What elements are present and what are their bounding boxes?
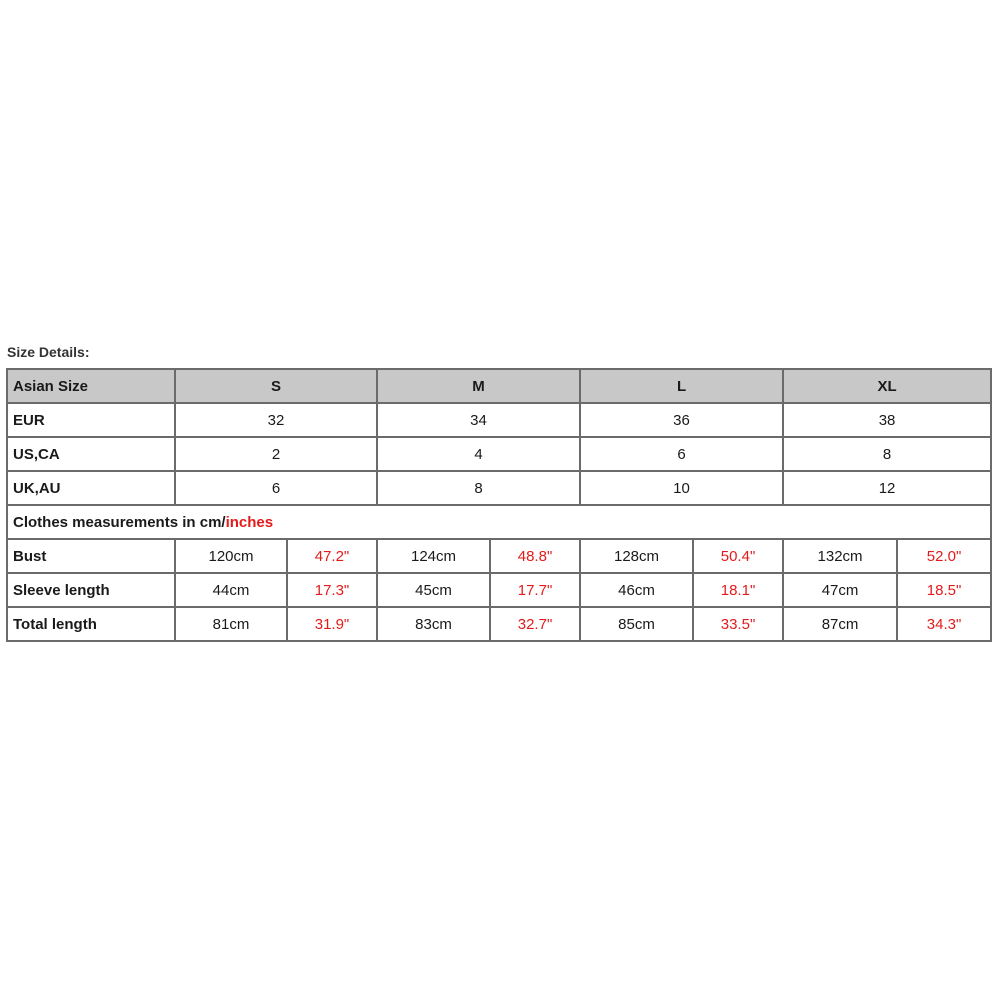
cell-cm: 128cm <box>580 539 693 573</box>
row-label: Sleeve length <box>7 573 175 607</box>
cell-cm: 83cm <box>377 607 490 641</box>
cell-inches: 18.1" <box>693 573 783 607</box>
section-heading <box>7 505 991 539</box>
cell-value: 10 <box>580 471 783 505</box>
cell-value: 8 <box>377 471 580 505</box>
cell-value: 6 <box>580 437 783 471</box>
cell-inches: 47.2" <box>287 539 377 573</box>
cell-inches: 17.7" <box>490 573 580 607</box>
cell-inches: 50.4" <box>693 539 783 573</box>
cell-value: 12 <box>783 471 991 505</box>
header-size-s: S <box>175 369 377 403</box>
header-size-m: M <box>377 369 580 403</box>
cell-cm: 85cm <box>580 607 693 641</box>
cell-value: 36 <box>580 403 783 437</box>
page-title: Size Details: <box>7 344 90 360</box>
cell-inches: 48.8" <box>490 539 580 573</box>
row-label: Total length <box>7 607 175 641</box>
cell-value: 4 <box>377 437 580 471</box>
row-label: EUR <box>7 403 175 437</box>
cell-value: 6 <box>175 471 377 505</box>
cell-value: 34 <box>377 403 580 437</box>
cell-inches: 33.5" <box>693 607 783 641</box>
cell-cm: 44cm <box>175 573 287 607</box>
section-suffix: inches <box>225 513 274 531</box>
cell-value: 8 <box>783 437 991 471</box>
header-size-xl: XL <box>783 369 991 403</box>
cell-value: 32 <box>175 403 377 437</box>
cell-inches: 32.7" <box>490 607 580 641</box>
table-row-sleeve-length <box>7 573 991 607</box>
section-row <box>7 505 991 539</box>
cell-cm: 47cm <box>783 573 897 607</box>
table-row-total-length <box>7 607 991 641</box>
row-label: US,CA <box>7 437 175 471</box>
cell-cm: 132cm <box>783 539 897 573</box>
cell-value: 38 <box>783 403 991 437</box>
cell-inches: 52.0" <box>897 539 991 573</box>
cell-cm: 124cm <box>377 539 490 573</box>
cell-value: 2 <box>175 437 377 471</box>
header-row <box>7 369 991 403</box>
size-table <box>6 368 992 642</box>
header-label: Asian Size <box>7 369 175 403</box>
section-prefix: Clothes measurements in cm/ <box>13 513 226 531</box>
cell-inches: 18.5" <box>897 573 991 607</box>
cell-cm: 81cm <box>175 607 287 641</box>
cell-cm: 45cm <box>377 573 490 607</box>
cell-cm: 120cm <box>175 539 287 573</box>
cell-cm: 87cm <box>783 607 897 641</box>
table-row-uk-au <box>7 471 991 505</box>
cell-inches: 34.3" <box>897 607 991 641</box>
table-row-eur <box>7 403 991 437</box>
cell-inches: 17.3" <box>287 573 377 607</box>
table-row-us-ca <box>7 437 991 471</box>
row-label: UK,AU <box>7 471 175 505</box>
cell-inches: 31.9" <box>287 607 377 641</box>
cell-cm: 46cm <box>580 573 693 607</box>
table-row-bust <box>7 539 991 573</box>
row-label: Bust <box>7 539 175 573</box>
header-size-l: L <box>580 369 783 403</box>
